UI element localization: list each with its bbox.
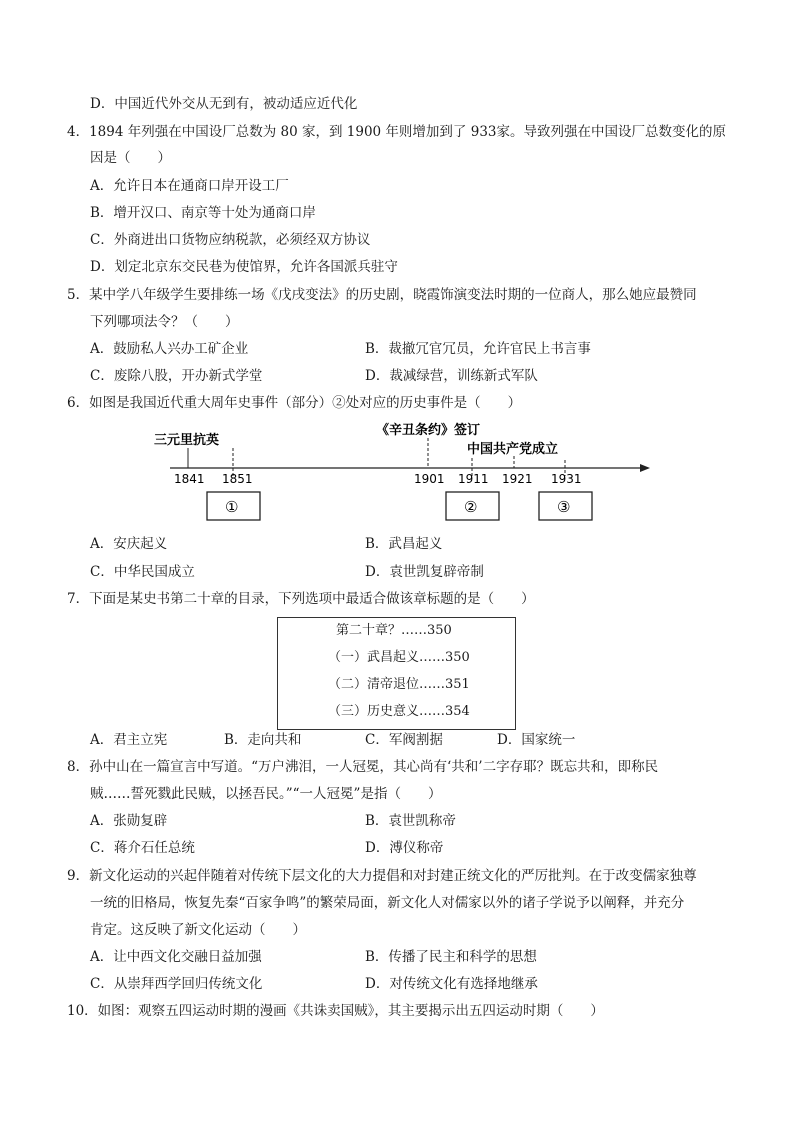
q5-option-a[interactable]: A．鼓励私人兴办工矿企业 xyxy=(90,341,249,357)
timeline-figure xyxy=(150,418,660,528)
timeline-arrow-icon xyxy=(640,464,650,472)
q4-stem-line1: 4．1894 年列强在中国设厂总数为 80 家，到 1900 年则增加到了 933家。导致列强在中国设厂总数变化的原 xyxy=(67,124,726,140)
q6-option-b[interactable]: B．武昌起义 xyxy=(365,536,443,552)
q9-option-a[interactable]: A．让中西文化交融日益加强 xyxy=(90,949,262,965)
timeline-label-ccp: 中国共产党成立 xyxy=(467,442,559,457)
q4-stem-line2: 因是（ ） xyxy=(90,150,171,166)
year-1901: 1901 xyxy=(414,472,445,486)
q5-option-d[interactable]: D．裁减绿营，训练新式军队 xyxy=(365,368,538,384)
q8-option-c[interactable]: C．蒋介石任总统 xyxy=(90,840,195,856)
timeline-box-3-label: ③ xyxy=(557,498,571,516)
toc-item-3: （三）历史意义……354 xyxy=(328,704,470,719)
q9-option-c[interactable]: C．从崇拜西学回归传统文化 xyxy=(90,976,263,992)
q5-stem-line1: 5．某中学八年级学生要排练一场《戊戌变法》的历史剧，晓霞饰演变法时期的一位商人，那么她应最赞同 xyxy=(67,287,697,303)
q7-stem: 7．下面是某史书第二十章的目录，下列选项中最适合做该章标题的是（ ） xyxy=(67,591,535,607)
q9-option-d[interactable]: D．对传统文化有选择地继承 xyxy=(365,976,538,992)
q4-option-c[interactable]: C．外商进出口货物应纳税款，必须经双方协议 xyxy=(90,232,371,248)
year-1931: 1931 xyxy=(551,472,582,486)
q8-option-a[interactable]: A．张勋复辟 xyxy=(90,813,168,829)
q7-option-d[interactable]: D．国家统一 xyxy=(497,732,576,748)
q8-stem-line2: 贼……誓死戮此民贼，以拯吾民。”“一人冠冕”是指（ ） xyxy=(90,786,442,802)
q7-option-b[interactable]: B．走向共和 xyxy=(224,732,302,748)
q10-stem: 10．如图：观察五四运动时期的漫画《共诛卖国贼》，其主要揭示出五四运动时期（ ） xyxy=(67,1003,604,1019)
q7-option-a[interactable]: A．君主立宪 xyxy=(90,732,168,748)
year-1921: 1921 xyxy=(502,472,533,486)
year-1911: 1911 xyxy=(458,472,489,486)
q8-option-b[interactable]: B．袁世凯称帝 xyxy=(365,813,456,829)
q6-option-c[interactable]: C．中华民国成立 xyxy=(90,564,195,580)
year-1841: 1841 xyxy=(174,472,205,486)
q8-stem-line1: 8．孙中山在一篇宣言中写道。“万户沸泪，一人冠冕，其心尚有‘共和’二字存耶？既忘共和，即称民 xyxy=(67,759,659,775)
q9-option-b[interactable]: B．传播了民主和科学的思想 xyxy=(365,949,537,965)
q6-option-d[interactable]: D．袁世凯复辟帝制 xyxy=(365,564,484,580)
q5-stem-line2: 下列哪项法令？（ ） xyxy=(90,314,239,330)
q7-option-c[interactable]: C．军阀割据 xyxy=(365,732,443,748)
timeline-label-sanyuanli: 三元里抗英 xyxy=(154,433,220,448)
q9-stem-line2: 一统的旧格局，恢复先秦“百家争鸣”的繁荣局面，新文化人对儒家以外的诸子学说予以阐释，并充分 xyxy=(90,895,685,911)
q4-option-b[interactable]: B．增开汉口、南京等十处为通商口岸 xyxy=(90,205,316,221)
q5-option-c[interactable]: C．废除八股，开办新式学堂 xyxy=(90,368,263,384)
toc-chapter-title: 第二十章？……350 xyxy=(336,623,452,638)
timeline-box-1-label: ① xyxy=(225,498,239,516)
table-of-contents-box xyxy=(277,617,516,730)
toc-item-2: （二）清帝退位……351 xyxy=(328,677,470,692)
q6-option-a[interactable]: A．安庆起义 xyxy=(90,536,168,552)
toc-item-1: （一）武昌起义……350 xyxy=(328,650,470,665)
q5-option-b[interactable]: B．裁撤冗官冗员，允许官民上书言事 xyxy=(365,341,591,357)
q4-option-d[interactable]: D．划定北京东交民巷为使馆界，允许各国派兵驻守 xyxy=(90,259,398,275)
q9-stem-line3: 肯定。这反映了新文化运动（ ） xyxy=(90,922,306,938)
timeline-label-xinchou: 《辛丑条约》签订 xyxy=(376,423,481,438)
q3-option-d[interactable]: D．中国近代外交从无到有，被动适应近代化 xyxy=(90,96,358,112)
q8-option-d[interactable]: D．溥仪称帝 xyxy=(365,840,444,856)
timeline-box-2-label: ② xyxy=(464,498,478,516)
q9-stem-line1: 9．新文化运动的兴起伴随着对传统下层文化的大力提倡和对封建正统文化的严厉批判。在于改变儒家独尊 xyxy=(67,868,697,884)
q4-option-a[interactable]: A．允许日本在通商口岸开设工厂 xyxy=(90,178,289,194)
year-1851: 1851 xyxy=(222,472,253,486)
q6-stem: 6．如图是我国近代重大周年史事件（部分）②处对应的历史事件是（ ） xyxy=(67,395,522,411)
